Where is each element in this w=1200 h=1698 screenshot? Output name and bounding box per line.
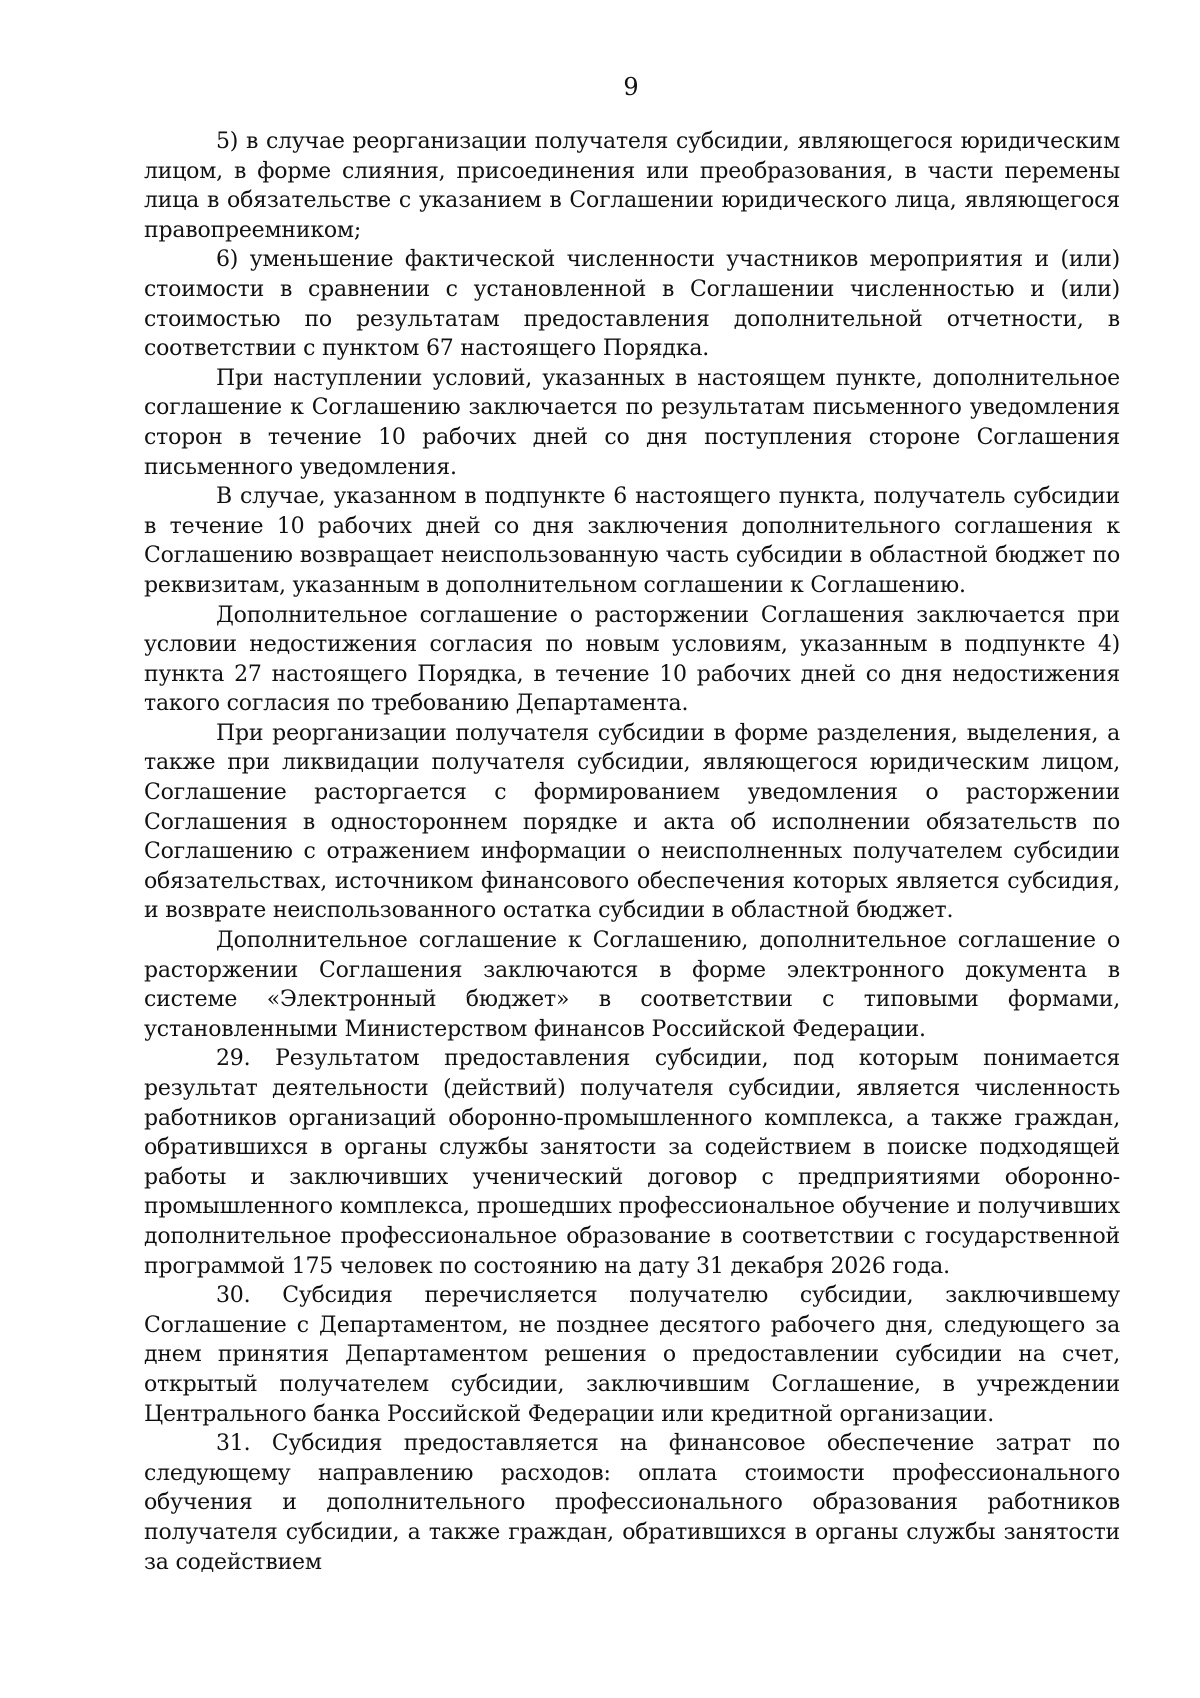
- document-body: [144, 127, 1120, 1577]
- paragraph-electronic-budget: Дополнительное соглашение к Соглашению, дополнительное соглашение о расторжении Соглашения заключаются в форме электронного документа в системе «Электронный бюджет» в соответствии с типовыми формами, установленными Министерством финансов Российской Федерации.: [144, 928, 1120, 1042]
- paragraph-reorganization: При реорганизации получателя субсидии в форме разделения, выделения, а также при ликвидации получателя субсидии, являющегося юридическим лицом, Соглашение расторгается с формированием уведомления о расторжении Соглашения в одностороннем порядке и акта об исполнении обязательств по Соглашению с отражением информации о неисполненных получателем субсидии обязательствах, источником финансового обеспечения которых является субсидия, и возврате неиспользованного остатка субсидии в областной бюджет.: [144, 720, 1120, 924]
- paragraph-clause-31: 31. Субсидия предоставляется на финансовое обеспечение затрат по следующему направлению расходов: оплата стоимости профессионального обучения и дополнительного профессионального образования работников получателя субсидии, а также граждан, обратившихся в органы службы занятости за содействием: [144, 1431, 1120, 1575]
- paragraph-conditions: При наступлении условий, указанных в настоящем пункте, дополнительное соглашение к Соглашению заключается по результатам письменного уведомления сторон в течение 10 рабочих дней со дня поступления стороне Соглашения письменного уведомления.: [144, 365, 1120, 480]
- paragraph-subitem-6: 6) уменьшение фактической численности участников мероприятия и (или) стоимости в сравнении с установленной в Соглашении численностью и (или) стоимостью по результатам предоставления дополнительной отчетности, в соответствии с пунктом 67 настоящего Порядка.: [144, 247, 1120, 362]
- paragraph-subitem-5: 5) в случае реорганизации получателя субсидии, являющегося юридическим лицом, в форме слияния, присоединения или преобразования, в части перемены лица в обязательстве с указанием в Соглашении юридического лица, являющегося правопреемником;: [144, 129, 1120, 243]
- page-number: 9: [623, 73, 639, 101]
- paragraph-termination-agreement: Дополнительное соглашение о расторжении Соглашения заключается при условии недостижения согласия по новым условиям, указанным в подпункте 4) пункта 27 настоящего Порядка, в течение 10 рабочих дней со дня недостижения такого согласия по требованию Департамента.: [144, 602, 1120, 717]
- paragraph-refund: В случае, указанном в подпункте 6 настоящего пункта, получатель субсидии в течение 10 рабочих дней со дня заключения дополнительного соглашения к Соглашению возвращает неиспользованную часть субсидии в областной бюджет по реквизитам, указанным в дополнительном соглашении к Соглашению.: [144, 484, 1120, 598]
- paragraph-clause-30: 30. Субсидия перечисляется получателю субсидии, заключившему Соглашение с Департаментом, не позднее десятого рабочего дня, следующего за днем принятия Департаментом решения о предоставлении субсидии на счет, открытый получателем субсидии, заключившим Соглашение, в учреждении Центрального банка Российской Федерации или кредитной организации.: [144, 1283, 1120, 1427]
- paragraph-clause-29: 29. Результатом предоставления субсидии, под которым понимается результат деятельности (действий) получателя субсидии, является численность работников организаций оборонно-промышленного комплекса, а также граждан, обратившихся в органы службы занятости за содействием в поиске подходящей работы и заключивших ученический договор с предприятиями оборонно-промышленного комплекса, прошедших профессиональное обучение и получивших дополнительное профессиональное образование в соответствии с государственной программой 175 человек по состоянию на дату 31 декабря 2026 года.: [144, 1046, 1120, 1279]
